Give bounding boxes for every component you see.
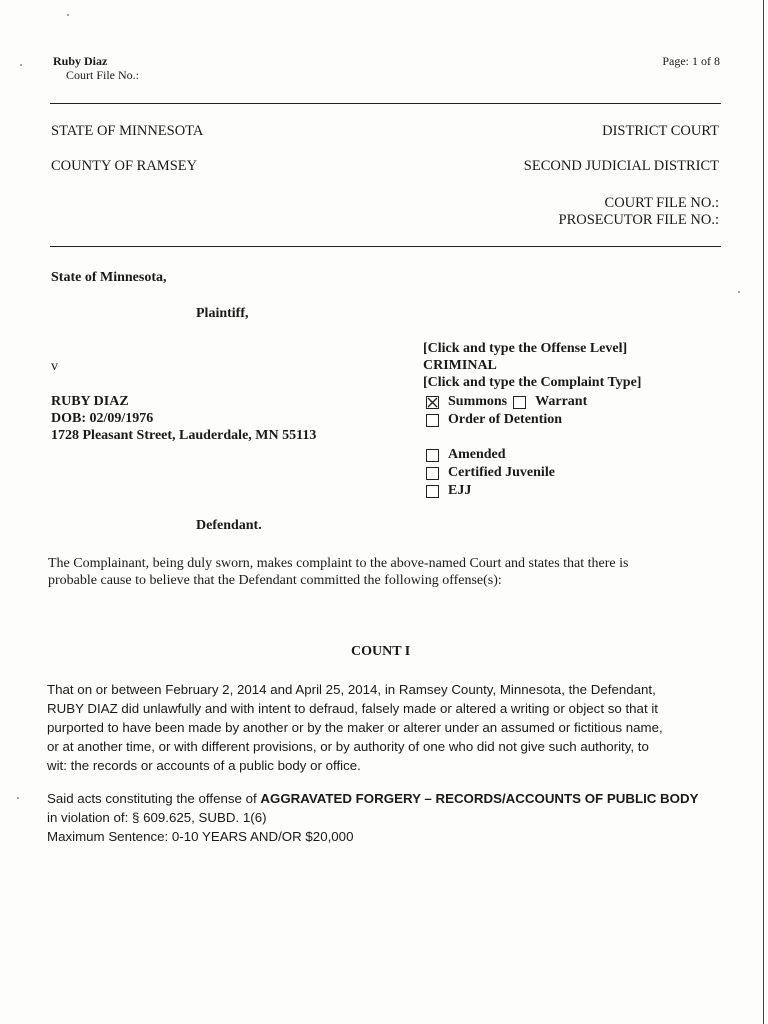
summons-checkbox[interactable] bbox=[426, 396, 439, 409]
versus: v bbox=[51, 359, 58, 374]
warrant-checkbox[interactable] bbox=[513, 396, 526, 409]
warrant-label: Warrant bbox=[535, 394, 588, 409]
caption-rule bbox=[50, 246, 721, 247]
count-paragraph-line: or at another time, or with different provisions, or by authority of one who did not give such authority, to bbox=[47, 739, 649, 754]
page-indicator: Page: 1 of 8 bbox=[662, 54, 720, 68]
count-paragraph-line: RUBY DIAZ did unlawfully and with intent to defraud, falsely made or altered a writing or object so that it bbox=[47, 701, 658, 716]
offense-statement bbox=[47, 789, 698, 808]
checked-x-icon bbox=[427, 397, 438, 408]
offense-level: CRIMINAL bbox=[423, 358, 497, 373]
caption-state: STATE OF MINNESOTA bbox=[51, 123, 204, 139]
scan-speck bbox=[17, 797, 19, 799]
maximum-sentence: Maximum Sentence: 0-10 YEARS AND/OR $20,000 bbox=[47, 829, 354, 844]
caption-district: SECOND JUDICIAL DISTRICT bbox=[523, 158, 719, 174]
scan-speck bbox=[738, 291, 740, 293]
scan-speck bbox=[67, 14, 69, 16]
scan-speck bbox=[20, 64, 22, 66]
amended-row bbox=[426, 447, 506, 463]
caption-prosecutor-file-no: PROSECUTOR FILE NO.: bbox=[558, 212, 719, 228]
ejj-label: EJJ bbox=[448, 483, 472, 498]
count-paragraph-line: wit: the records or accounts of a public body or office. bbox=[47, 758, 361, 773]
header-rule bbox=[50, 103, 721, 104]
offense-prefix: Said acts constituting the offense of bbox=[47, 791, 261, 806]
violation-statute: in violation of: § 609.625, SUBD. 1(6) bbox=[47, 810, 267, 825]
certified-juvenile-checkbox[interactable] bbox=[426, 467, 439, 480]
complaint-type-prompt[interactable]: [Click and type the Complaint Type] bbox=[423, 375, 642, 390]
count-paragraph-line: That on or between February 2, 2014 and April 25, 2014, in Ramsey County, Minnesota, the Defendant, bbox=[47, 682, 656, 697]
count-paragraph-line: purported to have been made by another or by the maker or alterer under an assumed or fictitious name, bbox=[47, 720, 663, 735]
defendant-name: RUBY DIAZ bbox=[51, 394, 129, 409]
intro-line-2: probable cause to believe that the Defendant committed the following offense(s): bbox=[48, 573, 502, 588]
offense-name: AGGRAVATED FORGERY – RECORDS/ACCOUNTS OF PUBLIC BODY bbox=[260, 791, 699, 806]
order-of-detention-label: Order of Detention bbox=[448, 412, 563, 427]
ejj-checkbox[interactable] bbox=[426, 485, 439, 498]
certified-juvenile-label: Certified Juvenile bbox=[448, 465, 555, 480]
count-heading: COUNT I bbox=[351, 644, 411, 659]
summons-label: Summons bbox=[448, 394, 508, 409]
order-of-detention-row bbox=[426, 412, 562, 428]
defendant-role: Defendant. bbox=[196, 518, 262, 533]
certified-juvenile-row bbox=[426, 465, 555, 481]
plaintiff-role: Plaintiff, bbox=[196, 306, 249, 321]
ejj-row bbox=[426, 483, 471, 499]
order-of-detention-checkbox[interactable] bbox=[426, 414, 439, 427]
plaintiff-name: State of Minnesota, bbox=[51, 270, 167, 285]
offense-level-prompt[interactable]: [Click and type the Offense Level] bbox=[423, 341, 628, 356]
amended-checkbox[interactable] bbox=[426, 449, 439, 462]
scan-edge-line bbox=[763, 0, 764, 1024]
caption-court: DISTRICT COURT bbox=[602, 123, 719, 139]
intro-line-1: The Complainant, being duly sworn, makes complaint to the above-named Court and states that there is bbox=[48, 556, 629, 571]
header-name: Ruby Diaz bbox=[53, 54, 108, 68]
defendant-dob: DOB: 02/09/1976 bbox=[51, 411, 154, 426]
amended-label: Amended bbox=[448, 447, 506, 462]
summons-warrant-row bbox=[426, 394, 587, 410]
caption-county: COUNTY OF RAMSEY bbox=[51, 158, 198, 174]
caption-court-file-no: COURT FILE NO.: bbox=[604, 195, 719, 211]
header-court-file-label: Court File No.: bbox=[66, 68, 140, 82]
defendant-address: 1728 Pleasant Street, Lauderdale, MN 55113 bbox=[51, 428, 317, 443]
